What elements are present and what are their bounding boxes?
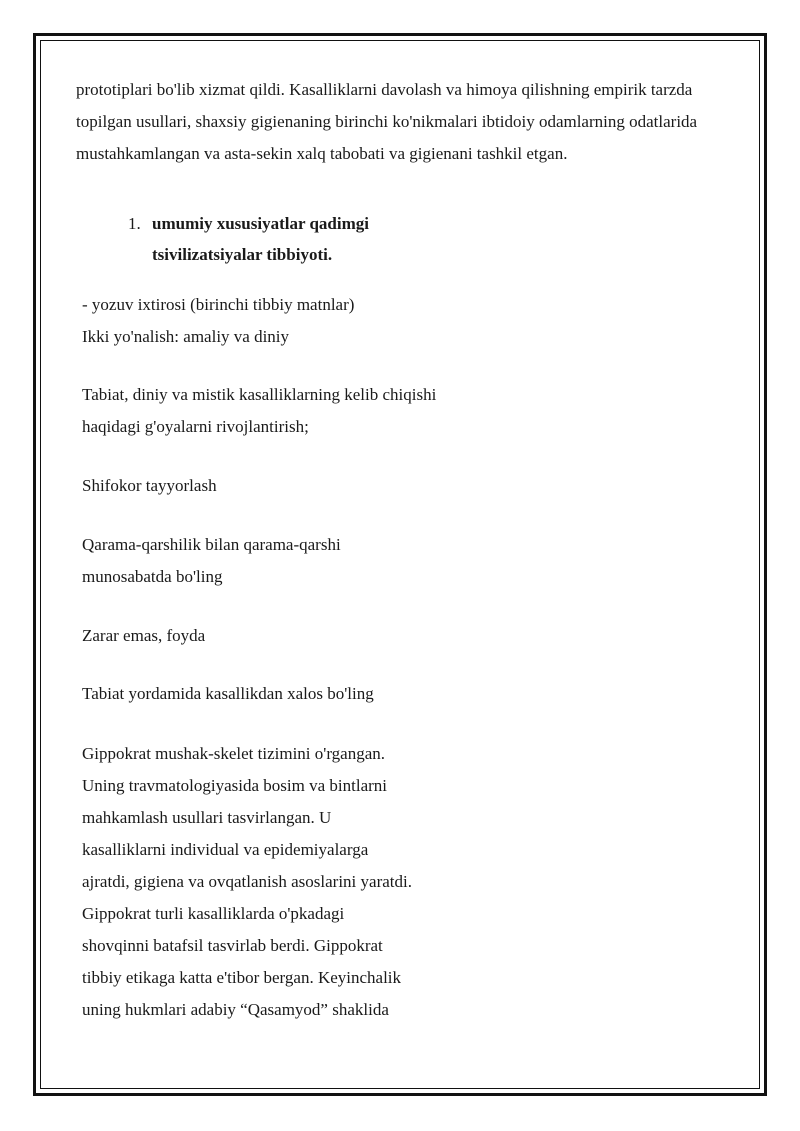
hippocrates-line: Uning travmatologiyasida bosim va bintlarni bbox=[82, 776, 388, 795]
two-directions-line: Ikki yo'nalish: amaliy va diniy bbox=[82, 327, 290, 346]
hippocrates-line: ajratdi, gigiena va ovqatlanish asoslarini yaratdi. bbox=[82, 872, 412, 891]
nature-ideas-paragraph: Tabiat, diniy va mistik kasalliklarning kelib chiqishi haqidagi g'oyalarni rivojlantirish; bbox=[82, 385, 437, 436]
hippocrates-line: mahkamlash usullari tasvirlangan. U bbox=[82, 808, 332, 827]
hippocrates-line: tibbiy etikaga katta e'tibor bergan. Keyinchalik bbox=[82, 968, 402, 987]
no-harm-paragraph: Zarar emas, foyda bbox=[82, 626, 206, 645]
writing-invention-block bbox=[82, 289, 354, 353]
doctor-training-paragraph: Shifokor tayyorlash bbox=[82, 476, 217, 495]
hippocrates-line: uning hukmlari adabiy “Qasamyod” shaklida bbox=[82, 1000, 389, 1019]
intro-paragraph: prototiplari bo'lib xizmat qildi. Kasalliklarni davolash va himoya qilishning empirik tarzda topilgan usullari, shaxsiy gigienaning birinchi ko'nikmalari ibtidoiy odamlarning odatlarida mustahkamlangan va asta-sekin xalq tabobati va gigienani tashkil etgan. bbox=[76, 80, 698, 163]
hippocrates-line: shovqinni batafsil tasvirlab berdi. Gippokrat bbox=[82, 936, 383, 955]
hippocrates-paragraph bbox=[82, 738, 462, 1026]
nature-healing-paragraph: Tabiat yordamida kasallikdan xalos bo'ling bbox=[82, 684, 374, 703]
writing-invention-line: - yozuv ixtirosi (birinchi tibbiy matnlar) bbox=[82, 295, 355, 314]
hippocrates-line: kasalliklarni individual va epidemiyalarga bbox=[82, 840, 369, 859]
hippocrates-line: Gippokrat mushak-skelet tizimini o'rgangan. bbox=[82, 744, 386, 763]
contrary-treatment-paragraph: Qarama-qarshilik bilan qarama-qarshi munosabatda bo'ling bbox=[82, 535, 341, 586]
heading-text: umumiy xususiyatlar qadimgi tsivilizatsiyalar tibbiyoti. bbox=[152, 214, 369, 264]
hippocrates-line: Gippokrat turli kasalliklarda o'pkadagi bbox=[82, 904, 345, 923]
heading-number: 1. bbox=[128, 214, 141, 233]
